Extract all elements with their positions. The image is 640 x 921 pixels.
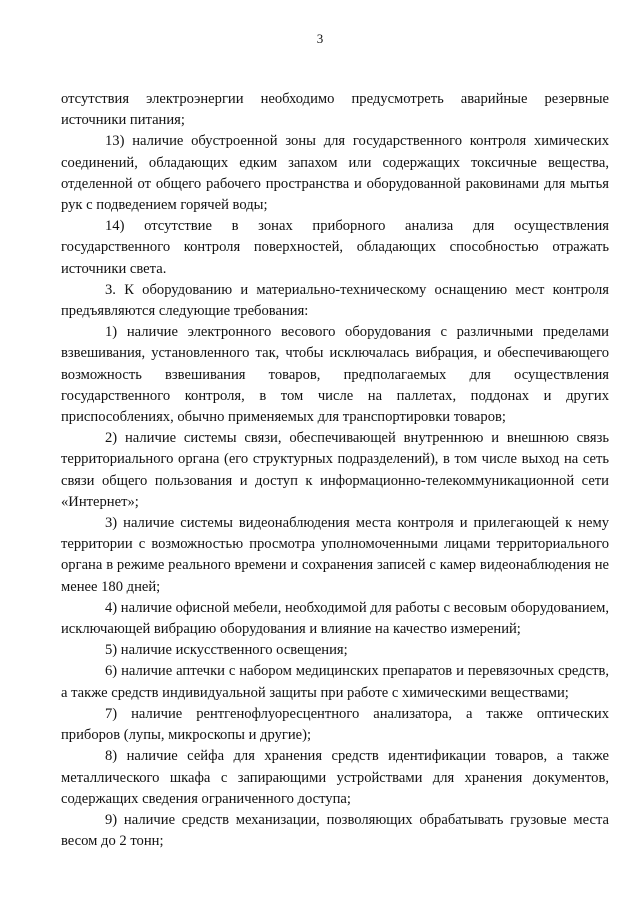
paragraph-continuation: отсутствия электроэнергии необходимо предусмотреть аварийные резервные источники питания; [61,91,609,129]
paragraph-item-6: 6) наличие аптечки с набором медицинских препаратов и перевязочных средств, а также средств индивидуальной защиты при работе с химическими веществами; [61,663,609,701]
paragraph-item-4: 4) наличие офисной мебели, необходимой для работы с весовым оборудованием, исключающей вибрацию оборудования и влияние на качество измерений; [61,599,610,638]
paragraph-section-3: 3. К оборудованию и материально-техническому оснащению мест контроля предъявляются следующие требования: [61,281,609,320]
page-number: 3 [316,31,324,46]
paragraph-item-9: 9) наличие средств механизации, позволяющих обрабатывать грузовые места весом до 2 тонн; [61,811,609,850]
paragraph-item-1: 1) наличие электронного весового оборудования с различными пределами взвешивания, установленного так, чтобы исключалась вибрация, и обеспечивающего возможность взвешивания товаров, предполагаемых для осуществления государственного контроля, в том числе на паллетах, поддонах и других приспособлениях, обычно применяемых для транспортировки товаров; [61,324,609,426]
paragraph-item-7: 7) наличие рентгенофлуоресцентного анализатора, а также оптических приборов (лупы, микроскопы и другие); [61,705,609,744]
paragraph-item-2: 2) наличие системы связи, обеспечивающей внутреннюю и внешнюю связь территориального органа (его структурных подразделений), в том числе выход на сеть связи общего пользования и доступ к информационно-телекоммуникационной сети «Интернет»; [61,430,609,510]
document-body [61,89,609,852]
paragraph-item-13: 13) наличие обустроенной зоны для государственного контроля химических соединений, обладающих едким запахом или содержащих токсичные вещества, отделенной от общего рабочего пространства и оборудованной раковинами для мытья рук с подведением горячей воды; [61,133,609,214]
paragraph-item-14: 14) отсутствие в зонах приборного анализа для осуществления государственного контроля поверхностей, обладающих способностью отражать источники света. [61,218,609,277]
paragraph-item-3: 3) наличие системы видеонаблюдения места контроля и прилегающей к нему территории с возможностью просмотра уполномоченными лицами территориального органа в режиме реального времени и сохранения записей с камер видеонаблюдения не менее 180 дней; [61,515,609,595]
paragraph-item-8: 8) наличие сейфа для хранения средств идентификации товаров, а также металлического шкафа с запирающими устройствами для хранения документов, содержащих сведения ограниченного доступа; [61,748,609,807]
paragraph-item-5: 5) наличие искусственного освещения; [105,642,348,659]
